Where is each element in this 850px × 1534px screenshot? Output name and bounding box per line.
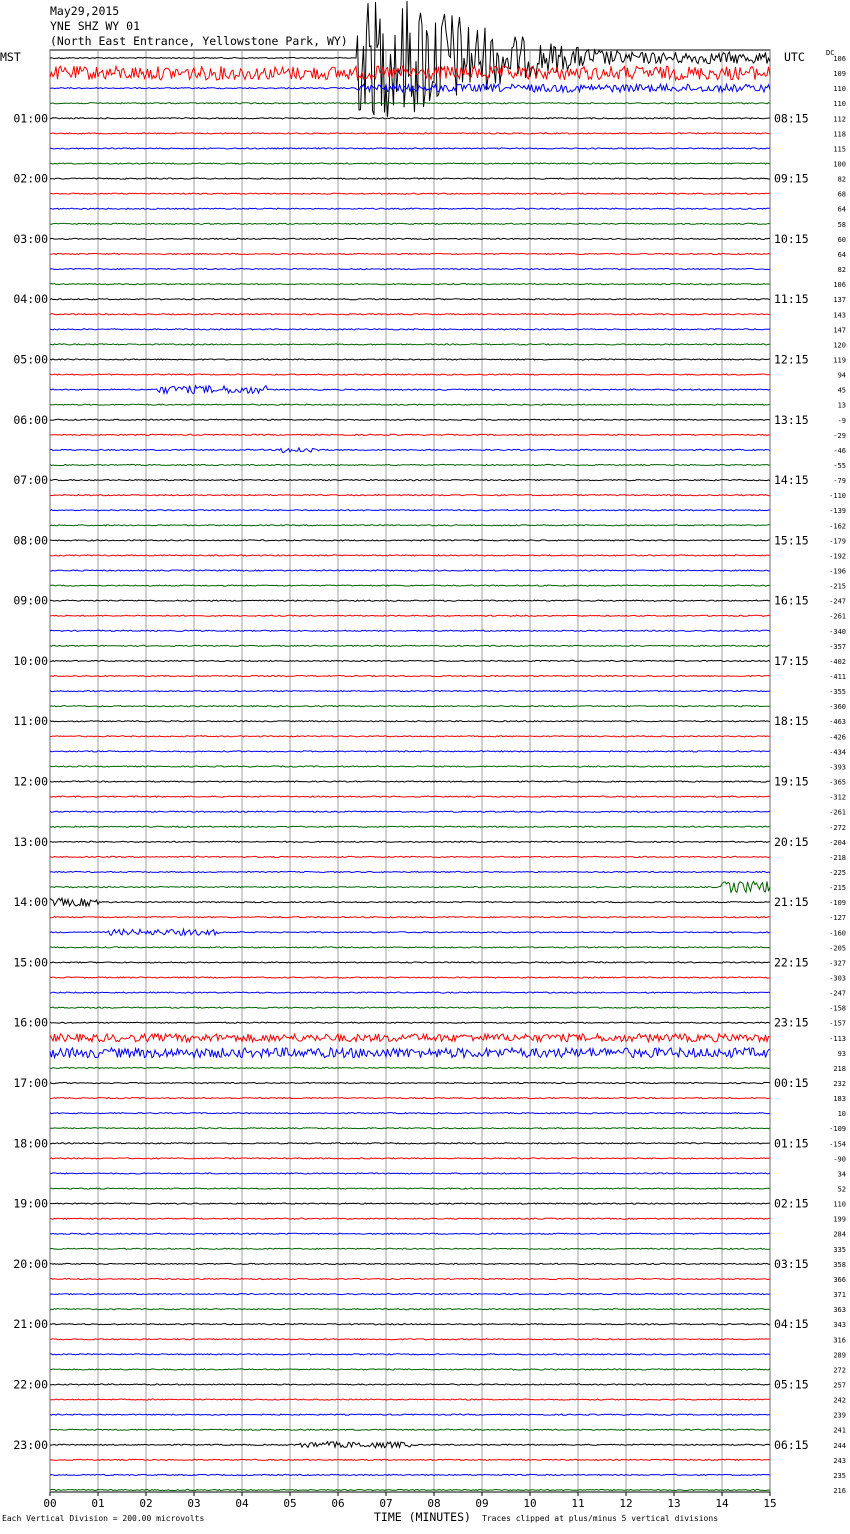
trace-line <box>50 600 770 601</box>
trace-line <box>50 434 770 435</box>
dc-offset-label: 284 <box>833 1230 846 1239</box>
trace-line <box>50 645 770 646</box>
trace-line <box>50 1324 770 1325</box>
right-hour-label: 20:15 <box>774 834 809 849</box>
right-hour-label: 19:15 <box>774 774 809 789</box>
left-hour-label: 10:00 <box>13 653 48 668</box>
trace-line <box>50 1233 770 1234</box>
trace-line <box>50 1034 770 1042</box>
trace-line <box>50 163 770 164</box>
x-tick-label: 08 <box>427 1497 441 1510</box>
dc-offset-label: 147 <box>833 326 846 335</box>
dc-offset-label: -29 <box>833 431 846 440</box>
trace-line <box>50 148 770 149</box>
dc-offset-label: 94 <box>837 371 846 380</box>
trace-line <box>50 811 770 812</box>
left-hour-label: 01:00 <box>13 111 48 126</box>
trace-line <box>50 268 770 269</box>
dc-offset-label: 241 <box>833 1426 846 1435</box>
dc-offset-label: -215 <box>829 582 846 591</box>
dc-offset-label: 289 <box>833 1351 846 1360</box>
trace-line <box>50 1218 770 1219</box>
dc-offset-label: 371 <box>833 1291 846 1300</box>
x-tick-label: 14 <box>715 1497 729 1510</box>
x-tick-label: 09 <box>475 1497 489 1510</box>
dc-offset-label: -312 <box>829 793 846 802</box>
dc-offset-label: 199 <box>833 1215 846 1224</box>
right-hour-label: 13:15 <box>774 412 809 427</box>
dc-offset-label: 272 <box>833 1366 846 1375</box>
trace-line <box>50 585 770 586</box>
trace-line <box>50 359 770 360</box>
trace-line <box>50 1489 770 1490</box>
trace-line <box>50 917 770 918</box>
right-hour-label: 16:15 <box>774 593 809 608</box>
dc-offset-label: 82 <box>837 175 846 184</box>
trace-line <box>50 1248 770 1249</box>
x-tick-label: 00 <box>43 1497 57 1510</box>
dc-offset-label: 58 <box>837 220 846 229</box>
trace-line <box>50 133 770 134</box>
trace-line <box>50 540 770 541</box>
right-hour-label: 22:15 <box>774 955 809 970</box>
trace-line <box>50 706 770 707</box>
right-hour-label: 14:15 <box>774 473 809 488</box>
dc-offset-label: 110 <box>833 1200 846 1209</box>
trace-line <box>50 630 770 631</box>
dc-offset-label: 118 <box>833 130 846 139</box>
trace-line <box>50 448 770 453</box>
right-hour-label: 12:15 <box>774 352 809 367</box>
dc-offset-label: 216 <box>833 1487 846 1495</box>
dc-offset-label: 363 <box>833 1306 846 1315</box>
trace-line <box>50 675 770 676</box>
dc-offset-label: -55 <box>833 461 846 470</box>
dc-offset-label: -261 <box>829 612 846 621</box>
trace-line <box>50 386 770 394</box>
station-label: YNE SHZ WY 01 <box>50 19 141 33</box>
trace-line <box>50 495 770 496</box>
dc-offset-label: -196 <box>829 567 846 576</box>
x-tick-label: 10 <box>523 1497 537 1510</box>
left-hour-label: 20:00 <box>13 1256 48 1271</box>
right-hour-label: 11:15 <box>774 292 809 307</box>
dc-offset-label: -109 <box>829 1125 846 1134</box>
trace-line <box>50 1399 770 1400</box>
right-hour-label: 09:15 <box>774 171 809 186</box>
dc-offset-label: -179 <box>829 537 846 546</box>
dc-offset-label: 93 <box>837 1049 846 1058</box>
plot-frame <box>50 50 770 1492</box>
dc-offset-label: 242 <box>833 1396 846 1405</box>
dc-offset-label: -109 <box>829 899 846 908</box>
dc-offset-label: 137 <box>833 296 846 305</box>
dc-offset-label: 257 <box>833 1381 846 1390</box>
trace-line <box>50 1263 770 1264</box>
dc-offset-label: -426 <box>829 733 846 742</box>
trace-line <box>50 1429 770 1430</box>
dc-offset-label: -463 <box>829 718 846 727</box>
location-label: (North East Entrance, Yellowstone Park, WY) <box>50 34 348 48</box>
dc-offset-label: 10 <box>837 1110 846 1119</box>
x-tick-label: 07 <box>379 1497 393 1510</box>
dc-offset-label: -157 <box>829 1019 846 1028</box>
date-label: May29,2015 <box>50 4 120 18</box>
dc-offset-label: -261 <box>829 808 846 817</box>
left-hour-label: 19:00 <box>13 1196 48 1211</box>
dc-offset-label: 119 <box>833 356 846 365</box>
trace-line <box>50 1384 770 1385</box>
left-hour-label: 21:00 <box>13 1317 48 1332</box>
trace-line <box>50 781 770 782</box>
trace-line <box>50 223 770 224</box>
x-tick-label: 06 <box>331 1497 345 1510</box>
dc-offset-label: 64 <box>837 250 846 259</box>
trace-line <box>50 1293 770 1294</box>
dc-offset-label: -46 <box>833 446 846 455</box>
dc-offset-label: -204 <box>829 838 846 847</box>
trace-line <box>50 314 770 315</box>
trace-line <box>50 1048 770 1058</box>
dc-offset-label: 106 <box>833 55 846 63</box>
left-hour-label: 09:00 <box>13 593 48 608</box>
dc-offset-label: -158 <box>829 1004 846 1013</box>
dc-offset-label: -79 <box>833 477 846 486</box>
dc-offset-label: 13 <box>837 401 846 410</box>
left-hour-label: 23:00 <box>13 1437 48 1452</box>
dc-offset-label: -90 <box>833 1155 846 1164</box>
trace-line <box>50 1414 770 1415</box>
dc-offset-label: -411 <box>829 673 846 682</box>
scale-note: Each Vertical Division = 200.00 microvolts <box>2 1514 205 1523</box>
trace-line <box>50 329 770 330</box>
dc-offset-label: -360 <box>829 703 846 712</box>
dc-offset-label: 100 <box>833 160 846 169</box>
dc-offset-label: -160 <box>829 929 846 938</box>
dc-offset-label: 243 <box>833 1456 846 1465</box>
dc-offset-label: -393 <box>829 763 846 772</box>
trace-line <box>50 118 770 119</box>
trace-line <box>50 898 770 906</box>
trace-line <box>50 344 770 345</box>
dc-offset-label: -357 <box>829 642 846 651</box>
trace-line <box>50 691 770 692</box>
trace-line <box>50 881 770 892</box>
right-hour-label: 01:15 <box>774 1136 809 1151</box>
left-hour-label: 17:00 <box>13 1076 48 1091</box>
x-tick-label: 04 <box>235 1497 249 1510</box>
trace-line <box>50 253 770 254</box>
trace-line <box>50 284 770 285</box>
left-hour-label: 02:00 <box>13 171 48 186</box>
trace-line <box>50 1369 770 1370</box>
trace-line <box>50 1158 770 1159</box>
trace-line <box>50 992 770 993</box>
x-tick-label: 12 <box>619 1497 633 1510</box>
trace-line <box>50 464 770 465</box>
dc-offset-label: -365 <box>829 778 846 787</box>
clip-note: Traces clipped at plus/minus 5 vertical divisions <box>482 1514 719 1523</box>
dc-offset-header: DC <box>826 49 835 57</box>
left-hour-label: 14:00 <box>13 895 48 910</box>
right-hour-label: 18:15 <box>774 714 809 729</box>
left-hour-label: 12:00 <box>13 774 48 789</box>
trace-line <box>50 1007 770 1008</box>
dc-offset-label: 112 <box>833 115 846 124</box>
trace-line <box>50 962 770 963</box>
trace-line <box>50 570 770 571</box>
trace-line <box>50 1082 770 1083</box>
trace-line <box>50 178 770 179</box>
trace-line <box>50 751 770 752</box>
trace-line <box>50 615 770 616</box>
dc-offset-label: 244 <box>833 1441 846 1450</box>
dc-offset-label: -192 <box>829 552 846 561</box>
dc-offset-label: -340 <box>829 627 846 636</box>
trace-line <box>50 1474 770 1475</box>
dc-offset-label: 110 <box>833 100 846 109</box>
dc-offset-label: 218 <box>833 1064 846 1073</box>
trace-line <box>50 238 770 239</box>
dc-offset-label: 110 <box>833 85 846 94</box>
left-hour-label: 03:00 <box>13 231 48 246</box>
dc-offset-label: -327 <box>829 959 846 968</box>
dc-offset-label: 52 <box>837 1185 846 1194</box>
x-axis-title: TIME (MINUTES) <box>374 1510 471 1524</box>
dc-offset-label: -162 <box>829 522 846 531</box>
trace-line <box>50 208 770 209</box>
dc-offset-label: 143 <box>833 311 846 320</box>
dc-offset-label: 358 <box>833 1260 846 1269</box>
dc-offset-label: 239 <box>833 1411 846 1420</box>
right-hour-label: 08:15 <box>774 111 809 126</box>
dc-offset-label: -218 <box>829 853 846 862</box>
dc-offset-label: -139 <box>829 507 846 516</box>
x-tick-label: 15 <box>763 1497 777 1510</box>
x-tick-label: 03 <box>187 1497 201 1510</box>
trace-line <box>50 796 770 797</box>
dc-offset-label: -127 <box>829 914 846 923</box>
mst-timezone-label: MST <box>0 50 21 64</box>
x-tick-label: 02 <box>139 1497 153 1510</box>
trace-line <box>50 374 770 375</box>
dc-offset-label: -225 <box>829 868 846 877</box>
trace-line <box>50 1128 770 1129</box>
left-hour-label: 04:00 <box>13 292 48 307</box>
dc-offset-label: -303 <box>829 974 846 983</box>
trace-line <box>50 826 770 827</box>
dc-offset-label: 82 <box>837 266 846 275</box>
trace-line <box>50 525 770 526</box>
trace-line <box>50 660 770 661</box>
dc-offset-label: -272 <box>829 823 846 832</box>
dc-offset-label: -247 <box>829 989 846 998</box>
left-hour-label: 13:00 <box>13 834 48 849</box>
trace-line <box>50 1354 770 1355</box>
dc-offset-label: -355 <box>829 688 846 697</box>
trace-line <box>50 1188 770 1189</box>
right-hour-label: 02:15 <box>774 1196 809 1211</box>
dc-offset-label: 64 <box>837 205 846 214</box>
dc-offset-label: 45 <box>837 386 846 395</box>
right-hour-label: 15:15 <box>774 533 809 548</box>
trace-line <box>50 947 770 948</box>
left-hour-label: 16:00 <box>13 1015 48 1030</box>
x-tick-label: 13 <box>667 1497 681 1510</box>
x-tick-label: 01 <box>91 1497 105 1510</box>
right-hour-label: 00:15 <box>774 1076 809 1091</box>
trace-line <box>50 404 770 405</box>
dc-offset-label: -434 <box>829 748 846 757</box>
dc-offset-label: 115 <box>833 145 846 154</box>
dc-offset-label: 34 <box>837 1170 846 1179</box>
trace-line <box>50 1098 770 1099</box>
right-hour-label: 03:15 <box>774 1256 809 1271</box>
trace-line <box>50 66 770 80</box>
left-hour-label: 18:00 <box>13 1136 48 1151</box>
trace-line <box>50 736 770 737</box>
dc-offset-label: 232 <box>833 1080 846 1089</box>
trace-line <box>50 841 770 842</box>
dc-offset-label: 343 <box>833 1321 846 1330</box>
dc-offset-label: -205 <box>829 944 846 953</box>
right-hour-label: 17:15 <box>774 653 809 668</box>
x-tick-label: 05 <box>283 1497 297 1510</box>
dc-offset-label: 109 <box>833 70 846 79</box>
left-hour-label: 11:00 <box>13 714 48 729</box>
trace-line <box>50 1203 770 1204</box>
dc-offset-label: -110 <box>829 492 846 501</box>
right-hour-label: 10:15 <box>774 231 809 246</box>
trace-line <box>50 721 770 722</box>
dc-offset-label: 120 <box>833 341 846 350</box>
trace-line <box>50 1022 770 1023</box>
utc-timezone-label: UTC <box>784 50 805 64</box>
trace-line <box>50 419 770 420</box>
dc-offset-label: 68 <box>837 190 846 199</box>
trace-line <box>50 193 770 194</box>
trace-line <box>50 929 770 935</box>
left-hour-label: 06:00 <box>13 412 48 427</box>
dc-offset-label: 316 <box>833 1336 846 1345</box>
right-hour-label: 06:15 <box>774 1437 809 1452</box>
trace-line <box>50 1113 770 1114</box>
dc-offset-label: -9 <box>837 416 846 425</box>
dc-offset-label: 335 <box>833 1245 846 1254</box>
trace-line <box>50 977 770 978</box>
right-hour-label: 05:15 <box>774 1377 809 1392</box>
dc-offset-label: 106 <box>833 281 846 290</box>
right-hour-label: 21:15 <box>774 895 809 910</box>
left-hour-label: 05:00 <box>13 352 48 367</box>
trace-line <box>50 766 770 767</box>
trace-line <box>50 510 770 511</box>
right-hour-label: 23:15 <box>774 1015 809 1030</box>
trace-line <box>50 555 770 556</box>
trace-line <box>50 1143 770 1144</box>
x-tick-label: 11 <box>571 1497 585 1510</box>
trace-line <box>50 480 770 481</box>
trace-line <box>50 1067 770 1068</box>
trace-line <box>50 871 770 872</box>
trace-line <box>50 1442 770 1448</box>
trace-line <box>50 1173 770 1174</box>
trace-line <box>50 1339 770 1340</box>
trace-line <box>50 856 770 857</box>
dc-offset-label: 366 <box>833 1275 846 1284</box>
trace-line <box>50 1459 770 1460</box>
right-hour-label: 04:15 <box>774 1317 809 1332</box>
left-hour-label: 07:00 <box>13 473 48 488</box>
trace-line <box>50 299 770 300</box>
dc-offset-label: -154 <box>829 1140 846 1149</box>
dc-offset-label: 60 <box>837 235 846 244</box>
dc-offset-label: -402 <box>829 657 846 666</box>
dc-offset-label: -113 <box>829 1034 846 1043</box>
left-hour-label: 08:00 <box>13 533 48 548</box>
trace-line <box>50 84 770 92</box>
dc-offset-label: -215 <box>829 884 846 893</box>
dc-offset-label: 235 <box>833 1471 846 1480</box>
left-hour-label: 15:00 <box>13 955 48 970</box>
trace-line <box>50 1278 770 1279</box>
trace-line <box>50 1309 770 1310</box>
left-hour-label: 22:00 <box>13 1377 48 1392</box>
trace-line <box>50 103 770 104</box>
trace-line <box>50 1 770 117</box>
dc-offset-label: -247 <box>829 597 846 606</box>
dc-offset-label: 183 <box>833 1095 846 1104</box>
